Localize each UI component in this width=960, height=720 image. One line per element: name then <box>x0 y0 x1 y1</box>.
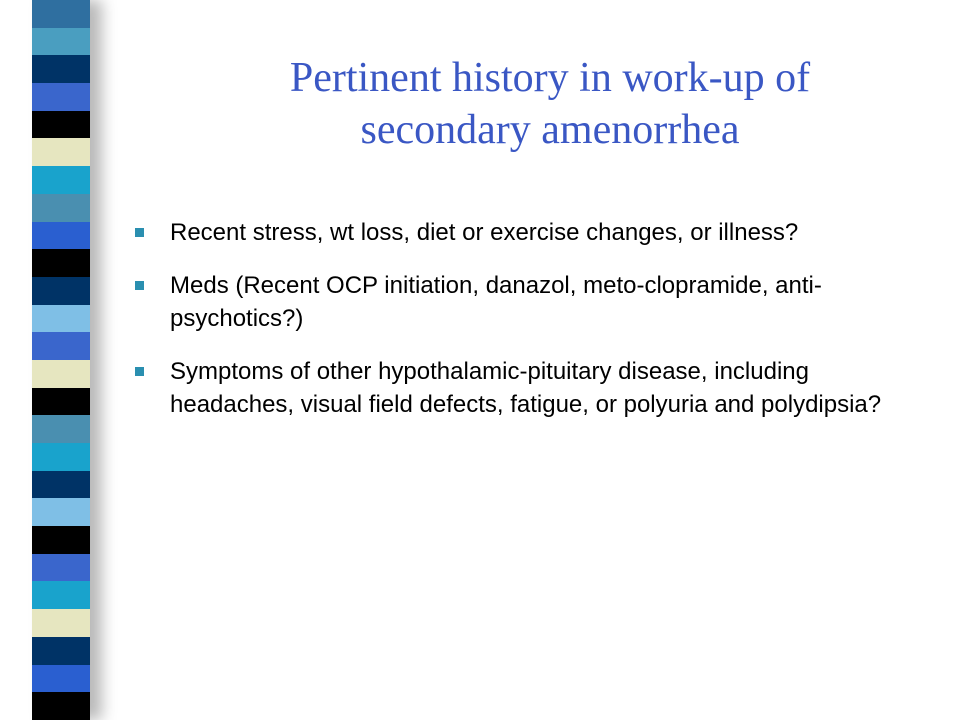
stripe-segment <box>32 443 90 471</box>
bullet-text: Recent stress, wt loss, diet or exercise changes, or illness? <box>170 219 799 246</box>
bullet-item <box>130 269 910 335</box>
stripe-segment <box>32 194 90 222</box>
stripe-segment <box>32 637 90 665</box>
stripe-segment <box>32 83 90 111</box>
bullet-item <box>130 216 910 249</box>
stripe-segment <box>32 581 90 609</box>
square-bullet-icon <box>135 367 144 376</box>
bullet-text: Symptoms of other hypothalamic-pituitary disease, including headaches, visual field defects, fatigue, or polyuria and polydipsia? <box>170 358 882 418</box>
stripe-segment <box>32 55 90 83</box>
stripe-segment <box>32 498 90 526</box>
slide-title <box>180 52 920 156</box>
square-bullet-icon <box>135 228 144 237</box>
stripe-segment <box>32 138 90 166</box>
stripe-segment <box>32 609 90 637</box>
stripe-segment <box>32 111 90 139</box>
stripe-segment <box>32 471 90 499</box>
stripe-segment <box>32 277 90 305</box>
stripe-segment <box>32 554 90 582</box>
slide-title-line1: Pertinent history in work-up of <box>289 55 811 101</box>
stripe-segment <box>32 28 90 56</box>
stripe-segment <box>32 388 90 416</box>
stripe-segment <box>32 665 90 693</box>
stripe-segment <box>32 526 90 554</box>
stripe-segment <box>32 0 90 28</box>
stripe-segment <box>32 222 90 250</box>
bullet-item <box>130 355 910 421</box>
stripe-segment <box>32 249 90 277</box>
stripe-segment <box>32 305 90 333</box>
stripe-segment <box>32 332 90 360</box>
square-bullet-icon <box>135 281 144 290</box>
stripe-segment <box>32 415 90 443</box>
bullet-text: Meds (Recent OCP initiation, danazol, meto-clopramide, anti-psychotics?) <box>170 272 822 332</box>
stripe-segment <box>32 360 90 388</box>
decorative-stripe-bar <box>32 0 90 720</box>
slide-title-line2: secondary amenorrhea <box>360 107 740 153</box>
stripe-segment <box>32 692 90 720</box>
slide-left-margin <box>0 0 32 720</box>
bullet-list <box>130 216 910 441</box>
stripe-segment <box>32 166 90 194</box>
